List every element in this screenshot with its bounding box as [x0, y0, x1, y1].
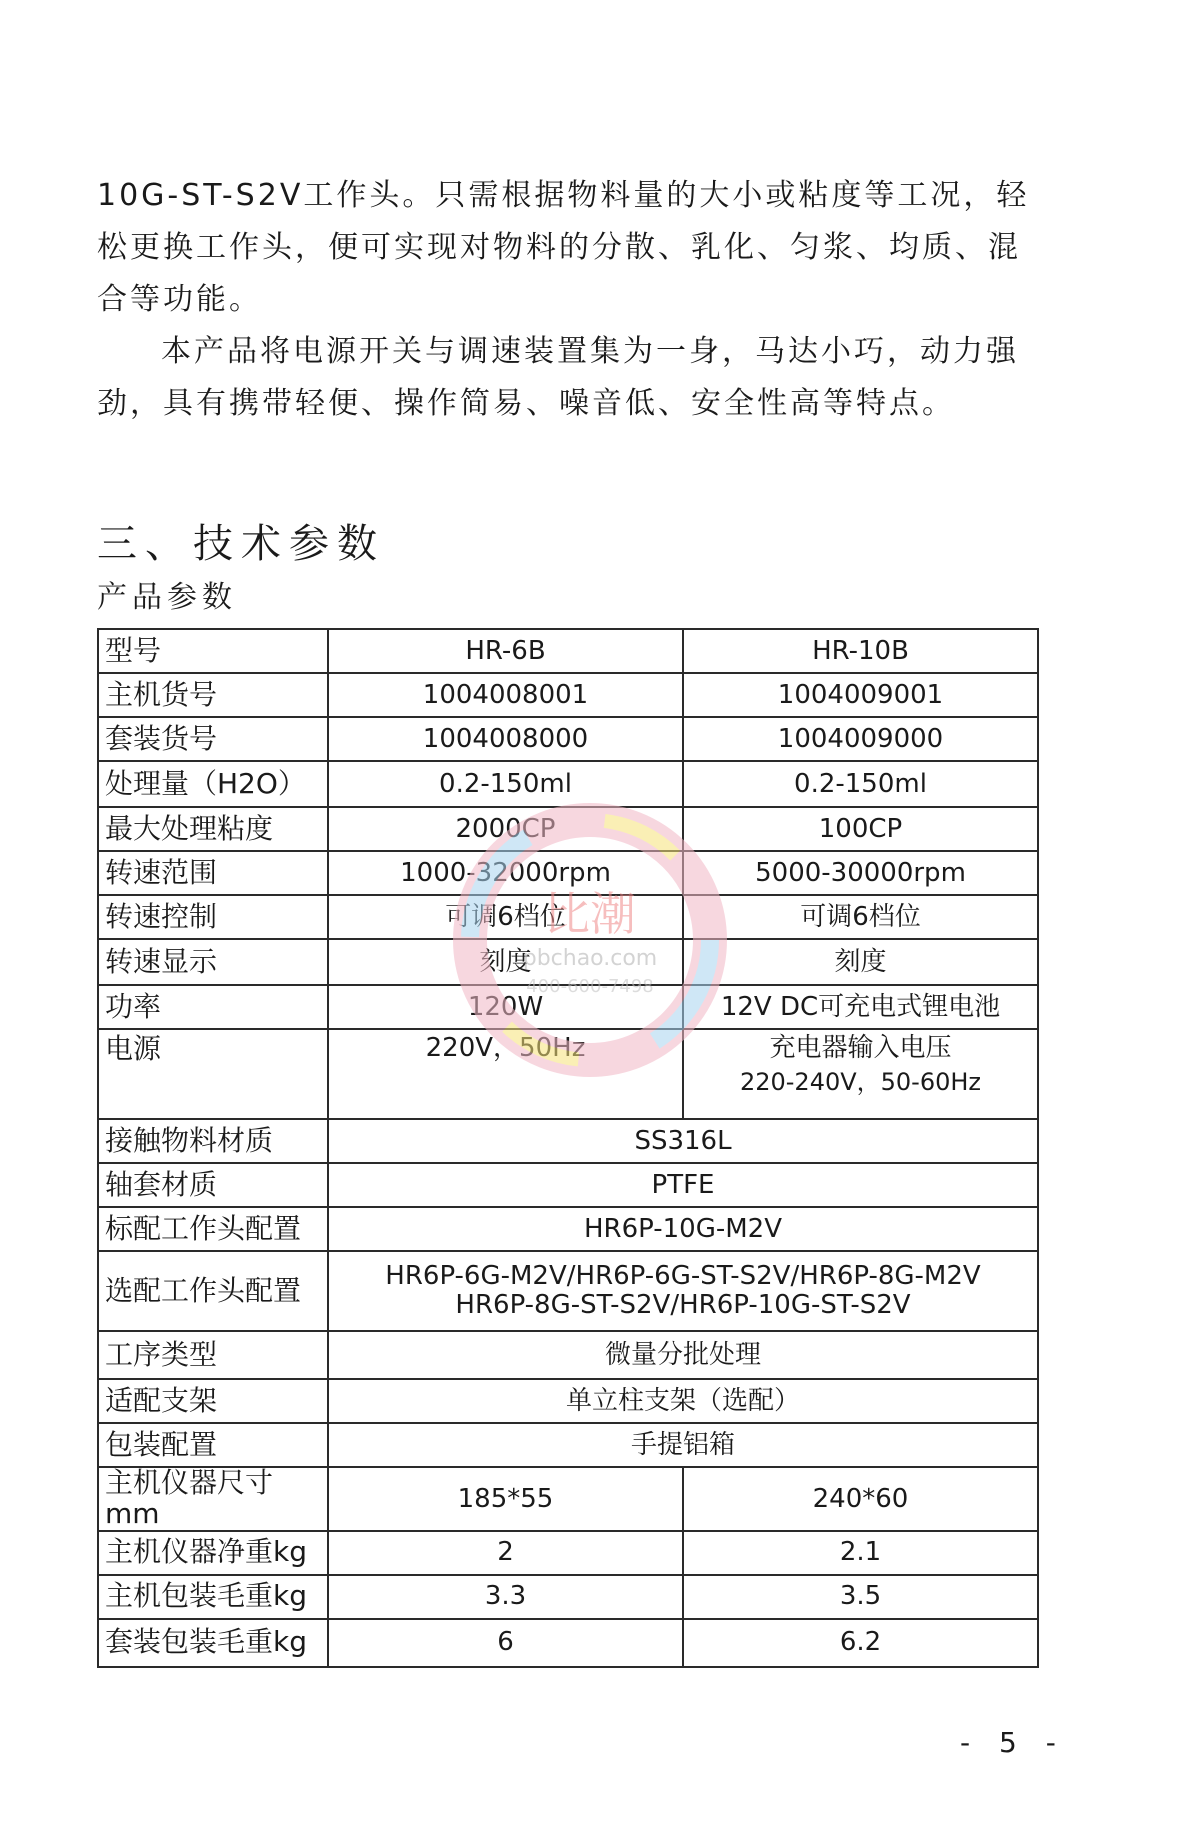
cell-line: HR6P-8G-ST-S2V/HR6P-10G-ST-S2V	[455, 1290, 911, 1320]
table-subtitle: 产品参数	[97, 580, 237, 615]
cell-value: 1004009001	[683, 673, 1038, 717]
cell-value: 手提铝箱	[328, 1423, 1038, 1467]
feature-paragraph: 本产品将电源开关与调速装置集为一身，马达小巧，动力强劲，具有携带轻便、操作简易、噪音低、安全性高等特点。	[97, 334, 1019, 421]
cell-value: 6.2	[683, 1619, 1038, 1667]
cell-value: 2.1	[683, 1531, 1038, 1575]
cell-value: 3.3	[328, 1575, 683, 1619]
cell-value: 1004009000	[683, 717, 1038, 761]
cell-value: 1004008000	[328, 717, 683, 761]
table-row	[98, 673, 1038, 717]
table-row	[98, 1531, 1038, 1575]
table-row	[98, 1029, 1038, 1119]
watermark-phone: 400-600-7498	[526, 976, 654, 997]
table-row	[98, 1619, 1038, 1667]
table-row	[98, 807, 1038, 851]
cell-line: HR6P-6G-M2V/HR6P-6G-ST-S2V/HR6P-8G-M2V	[385, 1261, 981, 1292]
row-label: 包装配置	[98, 1423, 328, 1467]
row-label: 型号	[98, 629, 328, 673]
cell-value: SS316L	[328, 1119, 1038, 1163]
cell-value: 0.2-150ml	[328, 761, 683, 807]
row-label: 套装货号	[98, 717, 328, 761]
cell-value: 0.2-150ml	[683, 761, 1038, 807]
row-label: 功率	[98, 985, 328, 1029]
cell-value: 单立柱支架（选配）	[328, 1379, 1038, 1423]
row-label: 主机包装毛重kg	[98, 1575, 328, 1619]
row-label: 套装包装毛重kg	[98, 1619, 328, 1667]
cell-value: 刻度	[328, 939, 683, 985]
intro-paragraph: 10G-ST-S2V工作头。只需根据物料量的大小或粘度等工况，轻松更换工作头，便可实现对物料的分散、乳化、匀浆、均质、混合等功能。	[97, 178, 1030, 317]
cell-value: 可调6档位	[328, 895, 683, 939]
row-label: 处理量（H2O）	[98, 761, 328, 807]
cell-value	[328, 1251, 1038, 1331]
row-label: 转速显示	[98, 939, 328, 985]
row-label: 转速范围	[98, 851, 328, 895]
cell-value: 2000CP	[328, 807, 683, 851]
model-b-header: HR-10B	[683, 629, 1038, 673]
watermark-domain: pbchao.com	[522, 946, 658, 971]
row-label: 接触物料材质	[98, 1119, 328, 1163]
cell-value: 微量分批处理	[328, 1331, 1038, 1379]
table-row	[98, 939, 1038, 985]
cell-value: 2	[328, 1531, 683, 1575]
cell-value: 240*60	[683, 1467, 1038, 1531]
row-label: 工序类型	[98, 1331, 328, 1379]
model-a-header: HR-6B	[328, 629, 683, 673]
row-label: 主机仪器尺寸mm	[98, 1467, 328, 1531]
cell-value: 185*55	[328, 1467, 683, 1531]
row-label: 适配支架	[98, 1379, 328, 1423]
cell-value: HR6P-10G-M2V	[328, 1207, 1038, 1251]
cell-value: 100CP	[683, 807, 1038, 851]
table-row	[98, 1119, 1038, 1163]
cell-value: PTFE	[328, 1163, 1038, 1207]
cell-value: 1000-32000rpm	[328, 851, 683, 895]
row-label: 选配工作头配置	[98, 1251, 328, 1331]
table-row	[98, 761, 1038, 807]
cell-value: 3.5	[683, 1575, 1038, 1619]
cell-value: 1004008001	[328, 673, 683, 717]
cell-value: 可调6档位	[683, 895, 1038, 939]
cell-line: 220-240V，50-60Hz	[739, 1067, 982, 1096]
table-row	[98, 985, 1038, 1029]
table-row	[98, 1379, 1038, 1423]
row-label: 轴套材质	[98, 1163, 328, 1207]
table-row	[98, 1575, 1038, 1619]
cell-value: 120W	[328, 985, 683, 1029]
table-row	[98, 1423, 1038, 1467]
row-label: 电源	[98, 1029, 328, 1119]
row-label: 转速控制	[98, 895, 328, 939]
cell-value: 刻度	[683, 939, 1038, 985]
cell-value: 12V DC可充电式锂电池	[683, 985, 1038, 1029]
page-number: - 5 -	[960, 1726, 1066, 1759]
row-label: 主机货号	[98, 673, 328, 717]
table-row	[98, 717, 1038, 761]
watermark-brand: 比潮	[544, 887, 636, 941]
table-row	[98, 851, 1038, 895]
cell-value: 6	[328, 1619, 683, 1667]
table-row	[98, 629, 1038, 673]
cell-value	[683, 1029, 1038, 1119]
table-row	[98, 1207, 1038, 1251]
table-row	[98, 1163, 1038, 1207]
row-label: 主机仪器净重kg	[98, 1531, 328, 1575]
row-label: 标配工作头配置	[98, 1207, 328, 1251]
row-label: 最大处理粘度	[98, 807, 328, 851]
table-row	[98, 1467, 1038, 1531]
cell-value: 220V，50Hz	[328, 1029, 683, 1119]
section-title: 三、技术参数	[97, 521, 385, 567]
table-row	[98, 895, 1038, 939]
spec-table	[97, 628, 1039, 1668]
table-row	[98, 1251, 1038, 1331]
cell-line: 充电器输入电压	[769, 1033, 952, 1063]
cell-value: 5000-30000rpm	[683, 851, 1038, 895]
table-row	[98, 1331, 1038, 1379]
